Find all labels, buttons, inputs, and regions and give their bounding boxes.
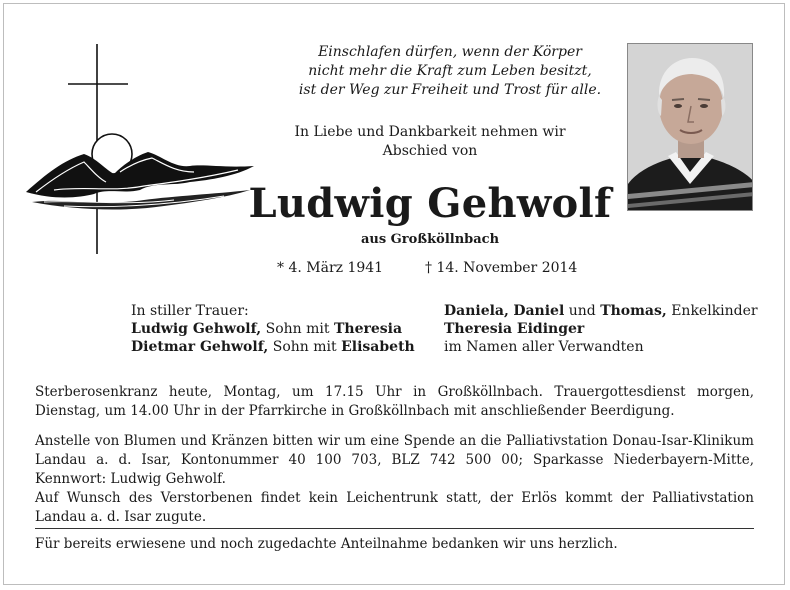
deceased-origin: aus Großköllnbach — [360, 232, 500, 247]
poem-line-1: Einschlafen dürfen, wenn der Körper — [318, 44, 582, 60]
reception-paragraph: Auf Wunsch des Verstorbenen findet kein Leichentrunk statt, der Erlös kommt der Palliativstation Landau a. d. Isar zugute. — [35, 490, 754, 525]
portrait-illustration — [628, 44, 753, 211]
poem-line-3: ist der Weg zur Freiheit und Trost für alle. — [298, 82, 602, 98]
intro-text — [230, 123, 630, 161]
grandchildren-row: Daniela, Daniel und Thomas, Enkelkinder — [444, 303, 758, 319]
intro-line-2: Abschied von — [382, 143, 478, 159]
divider — [35, 528, 754, 529]
theresia-row: Theresia Eidinger — [444, 321, 585, 337]
mourners-right — [444, 302, 758, 356]
poem-line-2: nicht mehr die Kraft zum Leben besitzt, — [308, 63, 592, 79]
mourners-left — [131, 302, 415, 356]
poem — [240, 43, 660, 100]
deceased-name: Ludwig Gehwolf — [248, 180, 612, 227]
mourner-row-1: Ludwig Gehwolf, Sohn mit Theresia — [131, 321, 403, 337]
relatives-row: im Namen aller Verwandten — [444, 339, 644, 355]
intro-line-1: In Liebe und Dankbarkeit nehmen wir — [294, 124, 566, 140]
donation-paragraph: Anstelle von Blumen und Kränzen bitten wir um eine Spende an die Palliativstation Donau-Isar-Klinikum Landau a. d. Isar, Kontonummer 40 100 703, BLZ 742 500 00; Sparkasse Niederbayern-Mitte, Kennwort: Ludwig Gehwolf. — [35, 433, 754, 487]
birth-date: * 4. März 1941 — [277, 260, 384, 276]
death-date: † 14. November 2014 — [425, 260, 578, 276]
mourners-heading: In stiller Trauer: — [131, 303, 249, 319]
portrait-photo — [627, 43, 753, 211]
mourner-row-2: Dietmar Gehwolf, Sohn mit Elisabeth — [131, 339, 415, 355]
rosary-paragraph: Sterberosenkranz heute, Montag, um 17.15 Uhr in Großköllnbach. Trauergottesdienst morgen, Dienstag, um 14.00 Uhr in der Pfarrkirche in Großköllnbach mit anschließender Beerdigung. — [35, 384, 754, 419]
thanks-line: Für bereits erwiesene und noch zugedachte Anteilnahme bedanken wir uns herzlich. — [35, 536, 618, 552]
